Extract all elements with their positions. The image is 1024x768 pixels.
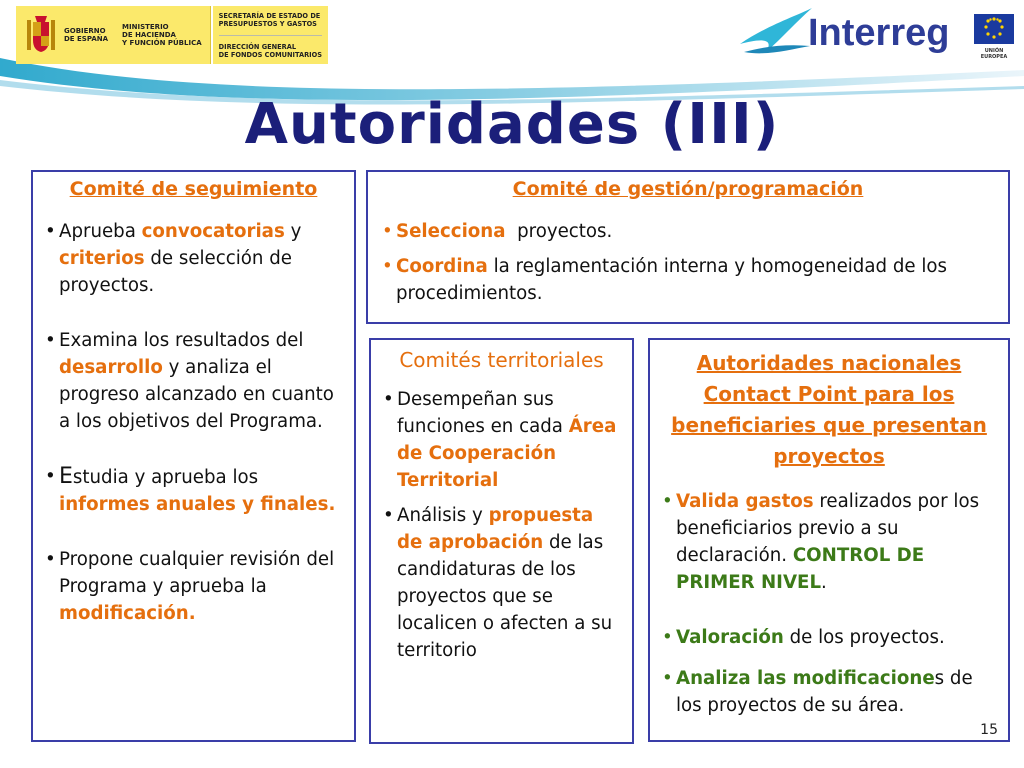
interreg-logo	[736, 6, 968, 60]
list-item: • Aprueba convocatorias y criterios de selección de proyectos.	[41, 218, 346, 299]
panel-heading: Comité de seguimiento	[69, 178, 318, 200]
list-item: • Desempeñan sus funciones en cada Área de Cooperación Territorial	[379, 386, 624, 494]
list-item: • Propone cualquier revisión del Programa y aprueba la modificación.	[41, 546, 346, 627]
list-item: • Coordina la reglamentación interna y homogeneidad de los procedimientos.	[378, 253, 998, 307]
interreg-wordmark: Interreg	[808, 12, 950, 54]
secretariat-line: SECRETARÍA DE ESTADO DE	[218, 11, 321, 20]
coat-of-arms-icon	[24, 14, 58, 56]
list-item: • Valoración de los proyectos.	[658, 624, 1000, 651]
eu-logo	[974, 14, 1016, 58]
list-item: • Selecciona proyectos.	[378, 218, 998, 245]
gov-line: DE ESPAÑA	[64, 35, 109, 43]
panel-comite-gestion	[366, 170, 1010, 324]
panel-comites-territoriales	[369, 338, 634, 744]
ministry-line: Y FUNCIÓN PÚBLICA	[122, 39, 202, 47]
panel-autoridades-nacionales	[648, 338, 1010, 742]
slide-title: Autoridades (III)	[244, 92, 780, 157]
eu-label: UNIÓN EUROPEA	[980, 48, 1008, 60]
interreg-swoosh-icon	[736, 6, 816, 60]
list-item: • Análisis y propuesta de aprobación de las candidaturas de los proyectos que se localicen o afecten a su territorio	[379, 502, 624, 664]
header	[0, 0, 1024, 100]
gov-spain-block	[16, 6, 211, 64]
list-item: • Estudia y aprueba los informes anuales y finales.	[41, 463, 346, 518]
page-number: 15	[980, 722, 998, 738]
gov-line: GOBIERNO	[64, 27, 106, 35]
list-item: • Examina los resultados del desarrollo y analiza el progreso alcanzado en cuanto a los objetivos del Programa.	[41, 327, 346, 435]
directorate-line: DE FONDOS COMUNITARIOS	[218, 50, 322, 59]
panel-comite-seguimiento	[31, 170, 356, 742]
panel-heading: Comité de gestión/programación	[512, 178, 864, 200]
secretariat-line: PRESUPUESTOS Y GASTOS	[218, 19, 317, 28]
directorate-line: DIRECCIÓN GENERAL	[218, 42, 297, 51]
eu-flag-icon	[974, 14, 1014, 44]
panel-heading: Autoridades nacionales Contact Point para los beneficiaries que presentan proyectos	[671, 351, 987, 468]
ministry-line: MINISTERIO	[122, 23, 169, 31]
gov-secretariat-block	[211, 6, 328, 64]
government-logo	[16, 6, 328, 64]
list-item: • Valida gastos realizados por los beneficiarios previo a su declaración. CONTROL DE PRIMER NIVEL.	[658, 488, 1000, 596]
ministry-line: DE HACIENDA	[122, 31, 176, 39]
panel-heading: Comités territoriales	[399, 348, 604, 372]
list-item: • Analiza las modificaciones de los proyectos de su área.	[658, 665, 1000, 719]
